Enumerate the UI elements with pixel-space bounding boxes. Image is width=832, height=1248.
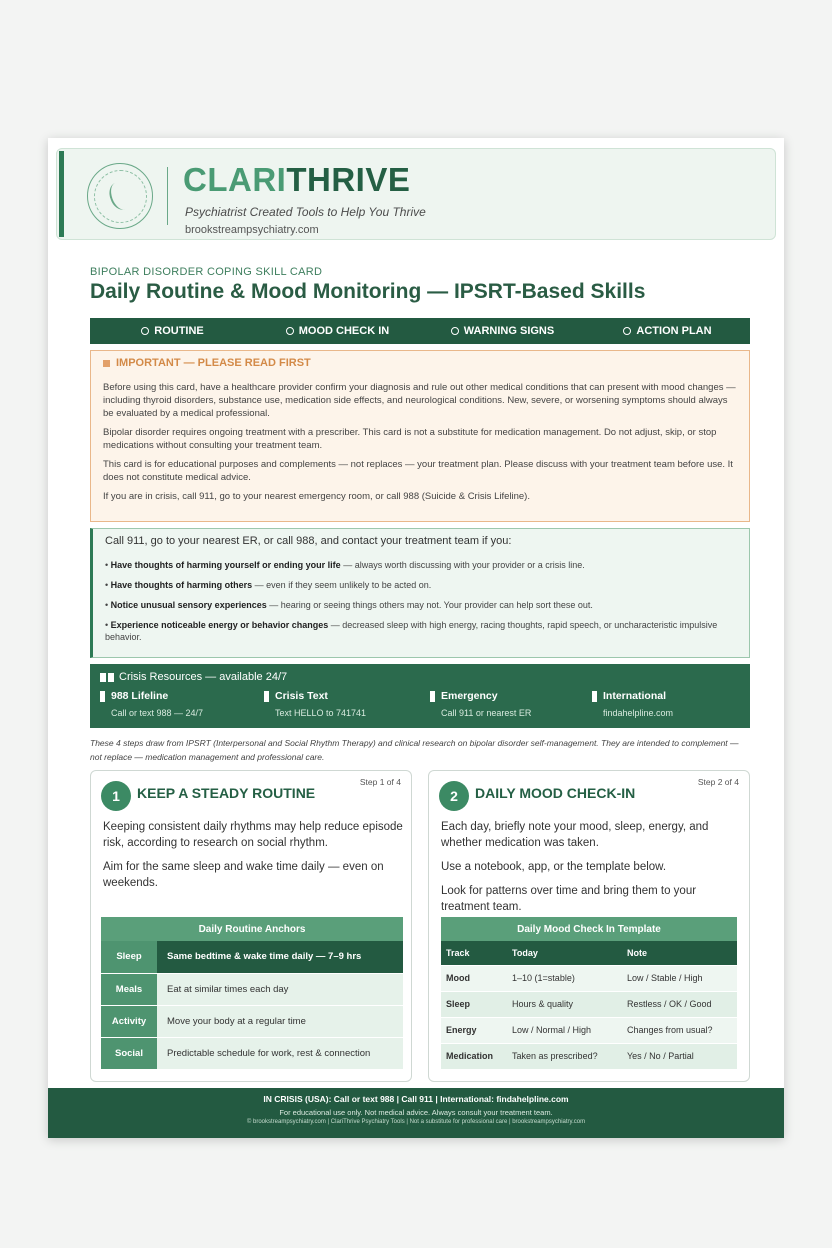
marker-icon (430, 691, 435, 702)
warning-signs-heading: Call 911, go to your nearest ER, or call 988, and contact your treatment team if you: (105, 535, 512, 547)
footer-disclaimer: For educational use only. Not medical advice. Always consult your treatment team. (279, 1108, 553, 1117)
website-link[interactable]: brookstreampsychiatry.com (185, 224, 319, 236)
circle-icon (623, 327, 631, 335)
step-routine-card (90, 770, 412, 1082)
brand-logo: CLARITHRIVE (183, 161, 411, 198)
table-row: Medication Taken as prescribed? Yes / No / Partial (441, 1043, 737, 1069)
step-mood-card (428, 770, 750, 1082)
brand-header (56, 148, 776, 240)
marker-icon (264, 691, 269, 702)
table-row: Meals Eat at similar times each day (101, 973, 403, 1005)
table-row: Sleep Hours & quality Restless / OK / Good (441, 991, 737, 1017)
table-header-row: Track Today Note (441, 941, 737, 965)
header-divider (167, 167, 168, 225)
step-body: Each day, briefly note your mood, sleep, energy, and whether medication was taken. Use a notebook, app, or the template below. Look for patterns over time and bring them to your treatment team. (441, 821, 709, 913)
footer-crisis-line: IN CRISIS (USA): Call or text 988 | Call 911 | International: findahelpline.com (263, 1094, 569, 1104)
step-number: 2 (439, 781, 469, 811)
table-row: Mood 1–10 (1=stable) Low / Stable / High (441, 965, 737, 991)
resource-international: International findahelpline.com (592, 690, 673, 718)
resource-crisis-text: Crisis Text Text HELLO to 741741 (264, 690, 366, 718)
source-note: These 4 steps draw from IPSRT (Interpersonal and Social Rhythm Therapy) and clinical research on bipolar disorder self-management. They are intended to complement — not replace — medication management and professional care. (90, 738, 739, 762)
list-icon (100, 673, 114, 682)
list-item: • Have thoughts of harming yourself or ending your life — always worth discussing with your provider or a crisis line. (105, 560, 585, 570)
marker-icon (100, 691, 105, 702)
footer-copyright: © brookstreampsychiatry.com | ClariThrive Psychiatry Tools | Not a substitute for professional care | brookstreampsychiatry.com (246, 1119, 586, 1125)
page-title: Daily Routine & Mood Monitoring — IPSRT-Based Skills (90, 280, 646, 303)
important-paragraph: Bipolar disorder requires ongoing treatment with a prescriber. This card is not a substitute for medication management. Do not adjust, skip, or stop medications without consulting your treatment team. (103, 427, 717, 451)
table-row: Sleep Same bedtime & wake time daily — 7–9 hrs (101, 941, 403, 973)
table-row: Activity Move your body at a regular time (101, 1005, 403, 1037)
mood-template-table (441, 917, 737, 1070)
coping-skill-card (48, 138, 784, 1138)
nav-mood-check-in[interactable]: MOOD CHECK IN (255, 318, 420, 344)
warning-signs-box (90, 528, 750, 658)
footer (48, 1088, 784, 1138)
marker-icon (592, 691, 597, 702)
crisis-resources (90, 664, 750, 728)
circle-icon (286, 327, 294, 335)
list-item: • Have thoughts of harming others — even if they seem unlikely to be acted on. (105, 580, 432, 590)
table-caption: Daily Routine Anchors (101, 917, 403, 941)
nav-routine[interactable]: ROUTINE (90, 318, 255, 344)
section-nav (90, 318, 750, 344)
crisis-heading: Crisis Resources — available 24/7 (100, 671, 287, 683)
brand-seal-icon (87, 163, 153, 229)
important-paragraph: Before using this card, have a healthcare provider confirm your diagnosis and rule out other medical conditions that can present with mood changes — including thyroid disorders, substance use, medication side effects, and neurological conditions. New, severe, or worsening symptoms should always be evaluated by a medical professional. (103, 382, 736, 419)
nav-action-plan[interactable]: ACTION PLAN (585, 318, 750, 344)
step-count: Step 1 of 4 (359, 777, 401, 787)
important-paragraph: If you are in crisis, call 911, go to your nearest emergency room, or call 988 (Suicide & Crisis Lifeline). (103, 491, 530, 502)
important-heading: IMPORTANT — PLEASE READ FIRST (103, 357, 737, 369)
circle-icon (141, 327, 149, 335)
resource-emergency: Emergency Call 911 or nearest ER (430, 690, 531, 718)
table-row: Social Predictable schedule for work, rest & connection (101, 1037, 403, 1069)
card-kicker: BIPOLAR DISORDER COPING SKILL CARD (90, 266, 323, 278)
important-notice (90, 350, 750, 522)
circle-icon (451, 327, 459, 335)
important-paragraph: This card is for educational purposes and complements — not replaces — your treatment plan. Please discuss with your treatment team before use. It does not constitute medical advice. (103, 459, 733, 483)
step-count: Step 2 of 4 (697, 777, 739, 787)
list-item: • Experience noticeable energy or behavior changes — decreased sleep with high energy, racing thoughts, rapid speech, or uncharacteristic impulsive behavior. (105, 620, 718, 642)
step-body: Keeping consistent daily rhythms may help reduce episode risk, according to research on social rhythm. Aim for the same sleep and wake time daily — even on weekends. (103, 821, 403, 889)
header-accent-bar (59, 151, 64, 237)
nav-warning-signs[interactable]: WARNING SIGNS (420, 318, 585, 344)
routine-anchors-table (101, 917, 403, 1070)
step-number: 1 (101, 781, 131, 811)
list-item: • Notice unusual sensory experiences — hearing or seeing things others may not. Your provider can help sort these out. (105, 600, 593, 610)
brand-tagline: Psychiatrist Created Tools to Help You Thrive (185, 205, 426, 219)
step-title: KEEP A STEADY ROUTINE (137, 785, 316, 801)
square-icon (103, 360, 110, 367)
step-title: DAILY MOOD CHECK-IN (475, 785, 636, 801)
resource-988-lifeline: 988 Lifeline Call or text 988 — 24/7 (100, 690, 203, 718)
table-caption: Daily Mood Check In Template (441, 917, 737, 941)
table-row: Energy Low / Normal / High Changes from usual? (441, 1017, 737, 1043)
